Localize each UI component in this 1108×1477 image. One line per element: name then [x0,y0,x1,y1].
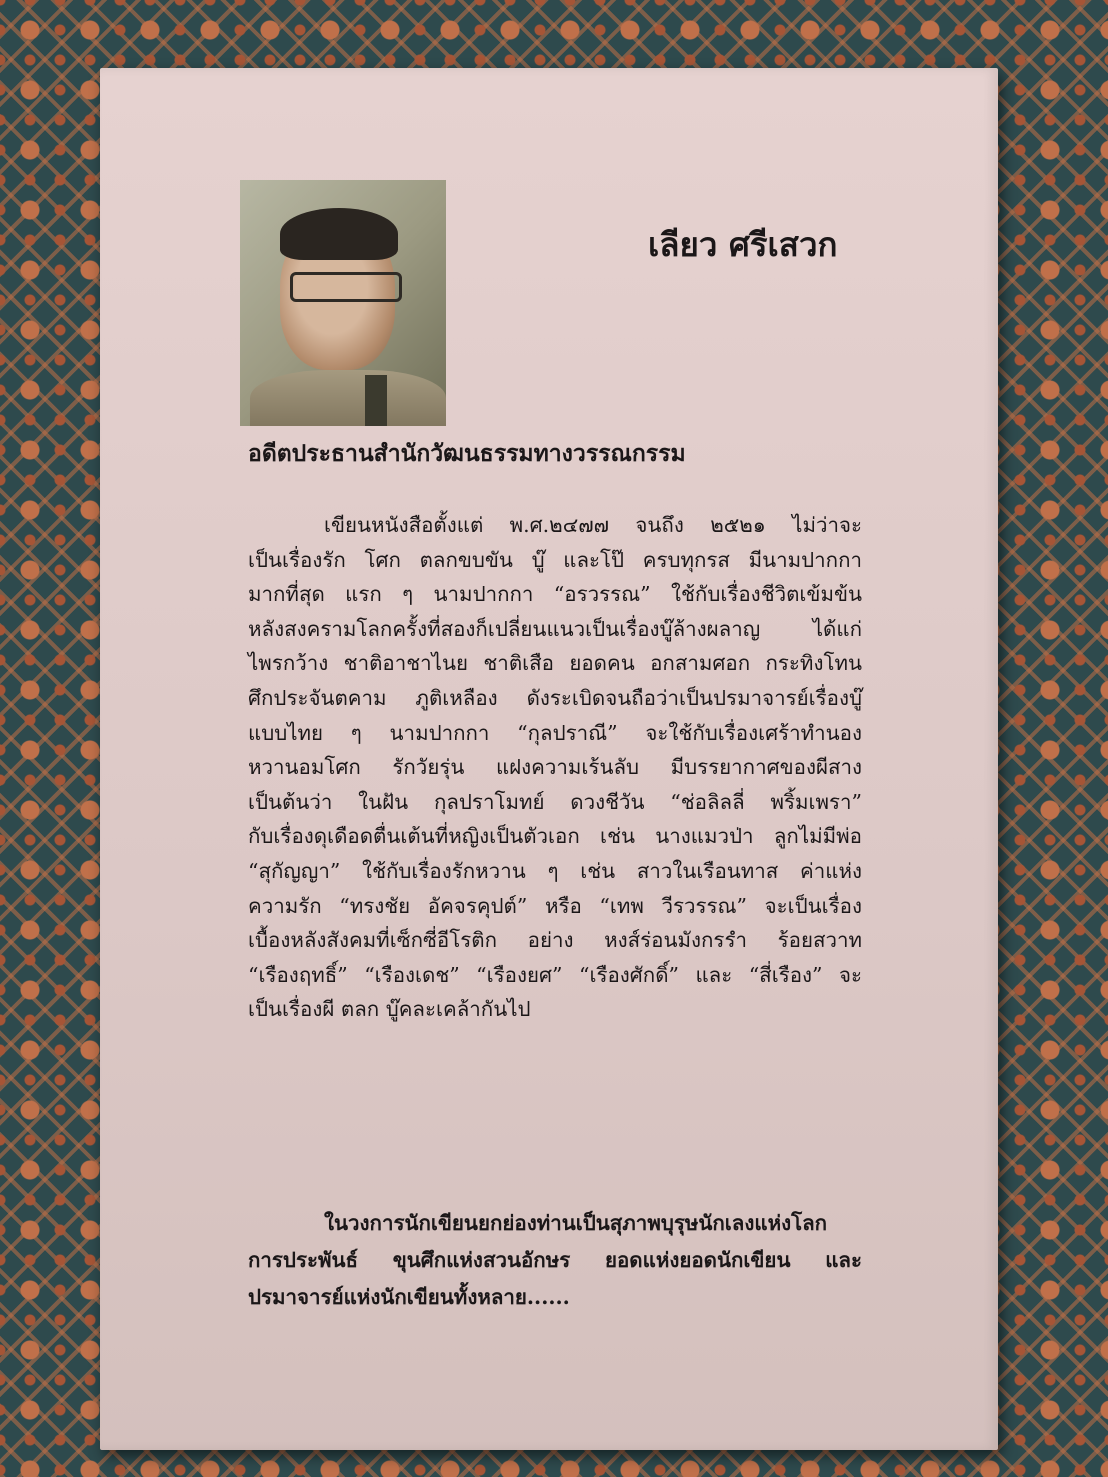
author-name: เลียว ศรีเสวก [648,225,838,264]
bio-line: เขียนหนังสือตั้งแต่ พ.ศ.๒๔๗๗ จนถึง ๒๕๒๑ ไม่ว่าจะ [324,513,862,537]
tribute-paragraph [248,1205,862,1316]
biography-paragraph [248,508,862,1027]
bio-line: เป็นต้นว่า ในฝัน กุลปราโมทย์ ดวงชีวัน “ช่อลิลลี่ พริ้มเพรา” [248,789,862,814]
bio-line: หวานอมโศก รักวัยรุ่น แฝงความเร้นลับ มีบรรยากาศของผีสาง [248,755,862,780]
bio-line: เป็นเรื่องผี ตลก บู๊คละเคล้ากันไป [248,997,531,1022]
tribute-line: การประพันธ์ ขุนศึกแห่งสวนอักษร ยอดแห่งยอดนักเขียน และ [248,1248,862,1272]
bio-line: เบื้องหลังสังคมที่เซ็กซี่อีโรติก อย่าง หงส์ร่อนมังกรรำ ร้อยสวาท [248,928,862,953]
bio-line: “สุกัญญา” ใช้กับเรื่องรักหวาน ๆ เช่น สาวในเรือนทาส ค่าแห่ง [248,858,862,883]
bio-line: ความรัก “ทรงชัย อัคจรคุปต์” หรือ “เทพ วีรวรรณ” จะเป็นเรื่อง [248,893,862,918]
book-back-cover [100,68,998,1450]
tribute-line: ในวงการนักเขียนยกย่องท่านเป็นสุภาพบุรุษนักเลงแห่งโลก [324,1211,828,1235]
author-title: อดีตประธานสำนักวัฒนธรรมทางวรรณกรรม [248,440,686,467]
bio-line: ไพรกว้าง ชาติอาชาไนย ชาติเสือ ยอดคน อกสามศอก กระทิงโทน [248,651,862,676]
author-photo [240,180,446,426]
bio-line: หลังสงครามโลกครั้งที่สองก็เปลี่ยนแนวเป็นเรื่องบู๊ล้างผลาญ ได้แก่ [248,616,862,641]
photo-tie [365,375,387,426]
photo-suit [250,370,446,426]
photo-glasses [290,272,402,302]
bio-line: กับเรื่องดุเดือดตื่นเต้นที่หญิงเป็นตัวเอก เช่น นางแมวป่า ลูกไม่มีพ่อ [248,824,862,849]
bio-line: มากที่สุด แรก ๆ นามปากกา “อรวรรณ” ใช้กับเรื่องชีวิตเข้มข้น [248,582,862,607]
tribute-line: ปรมาจารย์แห่งนักเขียนทั้งหลาย...... [248,1285,570,1309]
bio-line: เป็นเรื่องรัก โศก ตลกขบขัน บู๊ และโป๊ ครบทุกรส มีนามปากกา [248,547,862,572]
bio-line: “เรืองฤทธิ์” “เรืองเดช” “เรืองยศ” “เรืองศักดิ์” และ “สี่เรือง” จะ [248,962,862,987]
bio-line: ศึกประจันตคาม ภูติเหลือง ดังระเบิดจนถือว่าเป็นปรมาจารย์เรื่องบู๊ [248,685,862,710]
bio-line: แบบไทย ๆ นามปากกา “กุลปราณี” จะใช้กับเรื่องเศร้าทำนอง [248,720,862,745]
photo-hair [280,208,398,260]
